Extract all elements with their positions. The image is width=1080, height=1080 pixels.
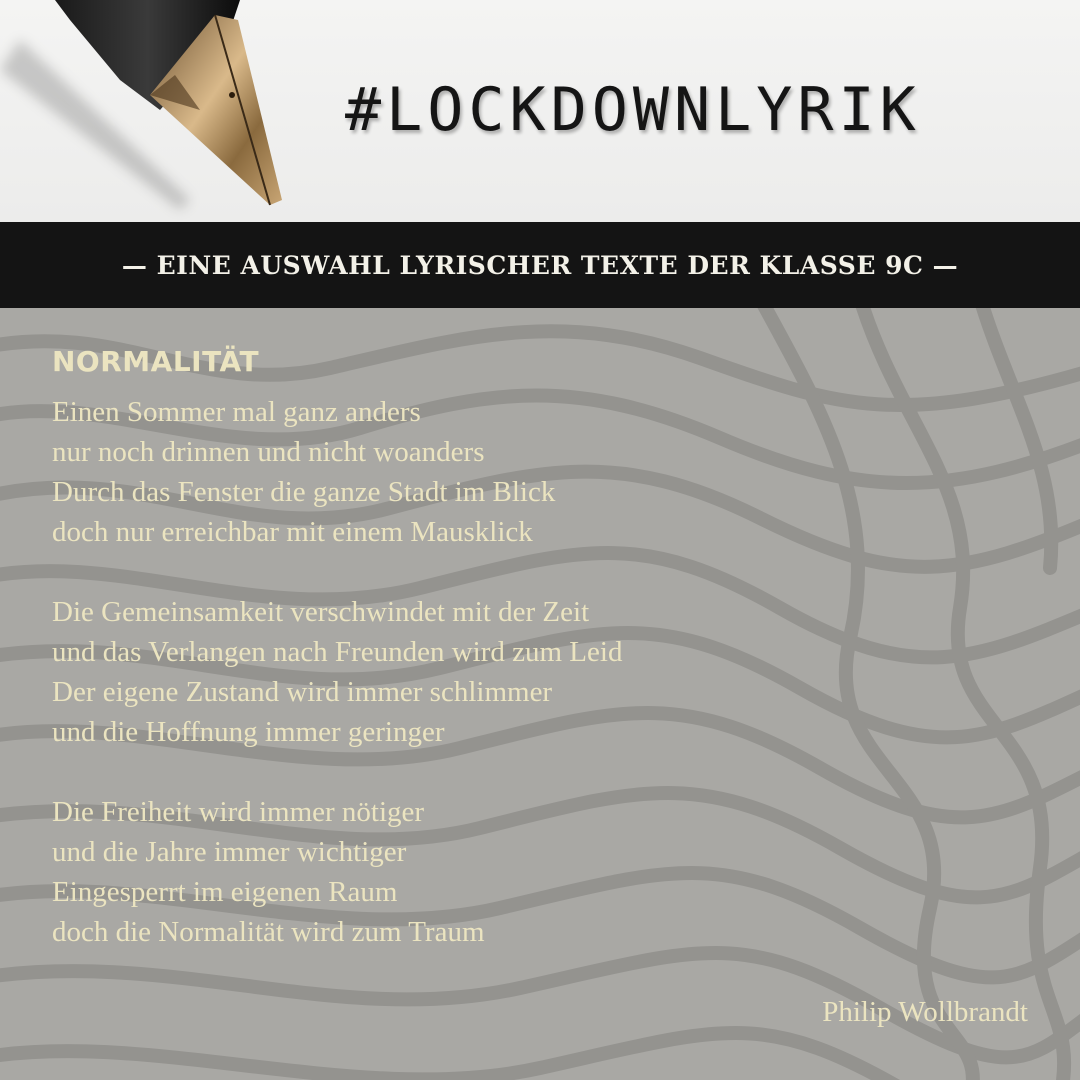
- poem-line: Die Gemeinsamkeit verschwindet mit der Zeit: [52, 596, 590, 628]
- subtitle-banner: [0, 222, 1080, 308]
- poem-line: Durch das Fenster die ganze Stadt im Blick: [52, 476, 556, 508]
- poem-line: doch die Normalität wird zum Traum: [52, 916, 485, 948]
- poem-body: [52, 392, 952, 992]
- banner-text: — EINE AUSWAHL LYRISCHER TEXTE DER KLASSE 9C —: [121, 250, 959, 280]
- stanza: [52, 392, 952, 552]
- page-title: #LOCKDOWNLYRIK: [345, 75, 921, 145]
- poem-line: und die Hoffnung immer geringer: [52, 716, 445, 748]
- poem-title: NORMALITÄT: [52, 345, 260, 378]
- poem-line: Einen Sommer mal ganz anders: [52, 396, 421, 428]
- poem-line: doch nur erreichbar mit einem Mausklick: [52, 516, 533, 548]
- poem-line: und das Verlangen nach Freunden wird zum Leid: [52, 636, 623, 668]
- header: [0, 0, 1080, 222]
- poem-line: Die Freiheit wird immer nötiger: [52, 796, 425, 828]
- poem-line: Eingesperrt im eigenen Raum: [52, 876, 398, 908]
- fountain-pen-nib-icon: [0, 0, 300, 222]
- stanza: [52, 792, 952, 952]
- poem-author: Philip Wollbrandt: [822, 996, 1028, 1028]
- stanza: [52, 592, 952, 752]
- poem-line: und die Jahre immer wichtiger: [52, 836, 407, 868]
- poem-line: nur noch drinnen und nicht woanders: [52, 436, 485, 468]
- poem-line: Der eigene Zustand wird immer schlimmer: [52, 676, 553, 708]
